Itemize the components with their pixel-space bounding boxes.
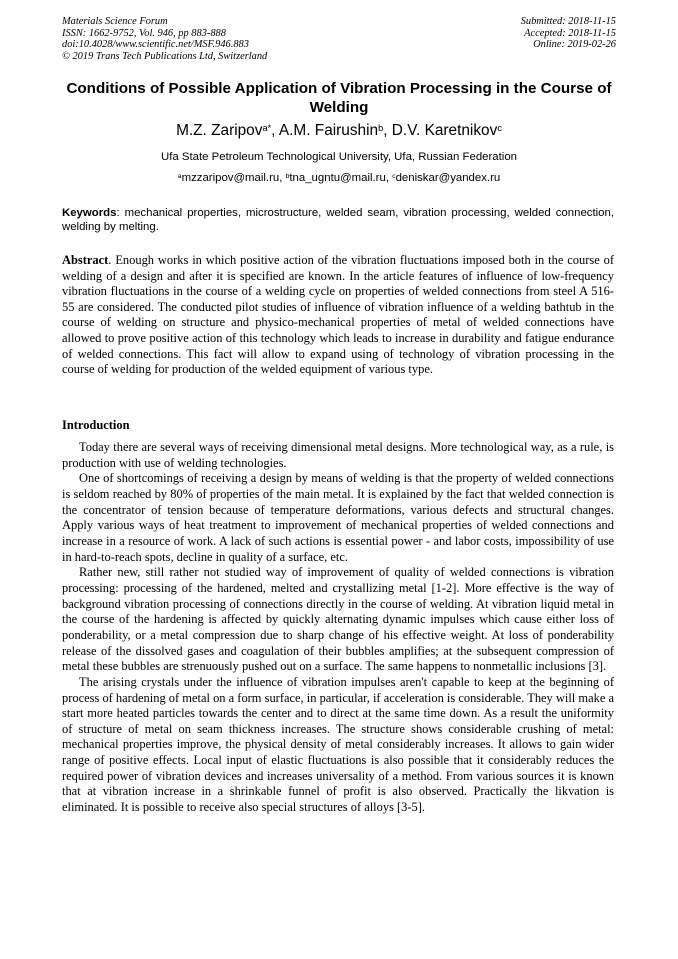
- journal-name: Materials Science Forum: [62, 16, 168, 27]
- author-separator: ,: [271, 122, 279, 139]
- doi-line[interactable]: doi:10.4028/www.scientific.net/MSF.946.883: [62, 39, 249, 51]
- email-mark: c: [392, 172, 396, 180]
- section-heading-introduction: Introduction: [62, 418, 130, 432]
- author-list: [62, 122, 616, 140]
- abstract-label: Abstract: [62, 253, 109, 267]
- accepted-date: Accepted: 2018-11-15: [524, 27, 616, 39]
- copyright-line: © 2019 Trans Tech Publications Ltd, Switzerland: [62, 50, 268, 62]
- author-name: A.M. Fairushin: [278, 122, 379, 139]
- dates-info: [521, 16, 616, 51]
- author-affiliation-mark: c: [497, 122, 502, 133]
- email-address[interactable]: deniskar@yandex.ru: [395, 172, 501, 184]
- author-affiliation-mark: b: [378, 122, 384, 133]
- journal-info: [62, 16, 267, 62]
- issn-line: ISSN: 1662-9752, Vol. 946, pp 883-888: [62, 27, 226, 39]
- keywords-text: : mechanical properties, microstructure, welded seam, vibration processing, welded connection, welding by melting.: [62, 207, 614, 234]
- keywords-section: [62, 206, 614, 234]
- email-list: [62, 172, 616, 185]
- author-name: D.V. Karetnikov: [391, 122, 498, 139]
- author-affiliation-mark: a*: [262, 122, 272, 133]
- abstract-section: [62, 253, 614, 378]
- paragraph: Today there are several ways of receiving dimensional metal designs. More technological way, as a rule, is production with use of welding technologies.: [62, 440, 614, 470]
- email-address[interactable]: mzzaripov@mail.ru: [181, 172, 280, 184]
- paragraph: The arising crystals under the influence of vibration impulses aren't capable to keep at the beginning of process of hardening of metal on a form surface, in particular, if acceleration is considerable. They will make a start more heated particles towards the center and to direct at the same time down. As a result the uniformity of structure of metal on seam thickness increases. The structure shows considerable crushing of metal: mechanical properties improve, the physical density of metal considerably increases. It allows to gain wider range of positive effects. Local input of elastic fluctuations is also possible that it considerably reduces the required power of vibration devices and increases universality of a method. From various sources it is known that at vibration increase in a shrinkable funnel of profit is also observed. Practically the likvation is eliminated. It is possible to receive also special structures of alloys [3-5].: [62, 674, 614, 815]
- introduction-body: [62, 440, 614, 816]
- paragraph: Rather new, still rather not studied way of improvement of quality of welded connections is vibration processing: processing of the hardened, melted and crystallizing metal [1-2]. More effective is the way of background vibration processing of connections directly in the course of welding. At vibration liquid metal in the course of the hardening is affected by quickly alternating dynamic impulses which cause either loss of ponderability, or a metal compression due to sharp change of his effective weight. At loss of ponderability release of the dissolved gases and coagulation of their bubbles amplifies; at the subsequent compression of metal these bubbles are strenuously pushed out on a surface. The same happens to nonmetallic inclusions [3].: [62, 565, 614, 674]
- email-separator: ,: [279, 172, 286, 184]
- affiliation: Ufa State Petroleum Technological University, Ufa, Russian Federation: [160, 151, 518, 163]
- author-separator: ,: [383, 122, 392, 139]
- abstract-text: . Enough works in which positive action of the vibration fluctuations imposed both in the course of welding of a design and after it is specified are known. In the article features of influence of low-frequency vibration fluctuations in the course of a welding cycle on properties of welded connections from steel A 516-55 are considered. The conducted pilot studies of influence of vibration influence of a welding bathtub in the course of welding on structure and physico-mechanical properties of metal of welded connections have allowed to prove positive action of this technology which leads to increase in durability and fatigue endurance of welded connections. This fact will allow to expand using of technology of vibration processing in the course of welding for production of the welded equipment of various type.: [62, 253, 614, 377]
- online-date: Online: 2019-02-26: [533, 39, 616, 51]
- paper-title: Conditions of Possible Application of Vibration Processing in the Course of Welding: [66, 80, 612, 116]
- author-name: M.Z. Zaripov: [176, 122, 263, 139]
- email-mark: a: [177, 172, 182, 180]
- submitted-date: Submitted: 2018-11-15: [520, 16, 616, 27]
- keywords-label: Keywords: [62, 207, 117, 219]
- email-separator: ,: [385, 172, 393, 184]
- email-mark: b: [285, 172, 290, 180]
- paragraph: One of shortcomings of receiving a design by means of welding is that the property of welded connections is seldom reached by 80% of properties of the main metal. It is explained by the fact that welded connection is the concentrator of tension because of temperature deformations, various defects and structural changes. Apply various ways of heat treatment to improvement of mechanical properties of welded connections and increase in a resource of work. A lack of such actions is essential power - and labor costs, impossibility of use in hard-to-reach spots, decline in quality of a surface, etc.: [62, 471, 614, 564]
- email-address[interactable]: tna_ugntu@mail.ru: [289, 172, 386, 184]
